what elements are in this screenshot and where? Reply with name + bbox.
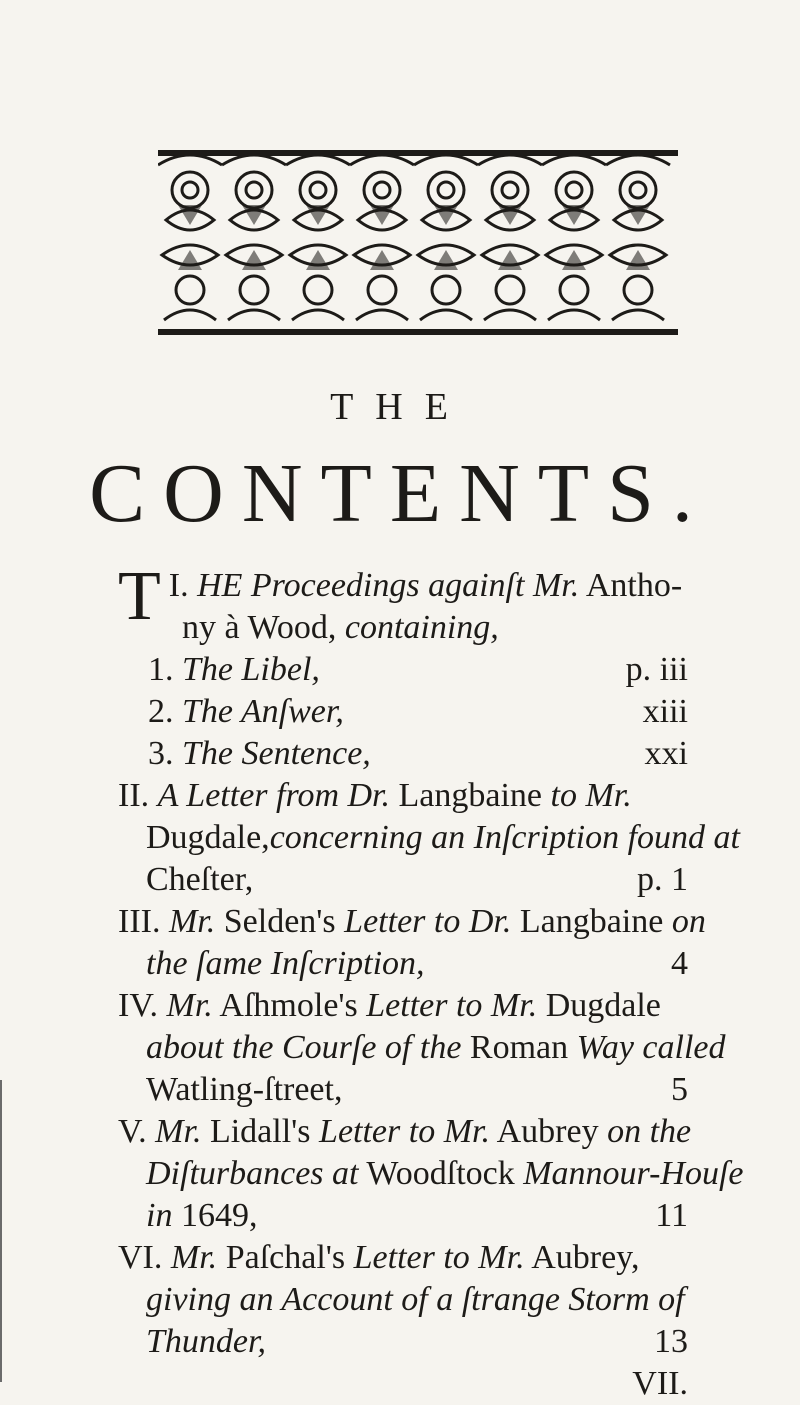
- entry-title-italic: HE Proceedings againſt Mr.: [197, 567, 580, 604]
- entry-name: Cheſter,: [146, 861, 254, 898]
- entry-name: Langbaine: [519, 903, 664, 940]
- entry-title-italic: Letter to Mr.: [353, 1239, 525, 1276]
- entry-title-italic: Thunder,: [146, 1323, 266, 1360]
- entry-number: I.: [168, 567, 189, 604]
- entry-V-continued-2: [118, 1195, 688, 1237]
- entry-IV-continued: [118, 1027, 726, 1069]
- entry-name: Antho-: [585, 567, 683, 604]
- entry-IV-continued-2: [118, 1069, 688, 1111]
- heading-contents: CONTENTS.: [89, 447, 711, 540]
- entry-title-italic: concerning an Inſcription found at: [269, 819, 740, 856]
- entry-number: 1.: [148, 651, 174, 688]
- ornamental-headpiece: [158, 150, 678, 335]
- entry-VI-continued: [118, 1279, 688, 1321]
- entry-VI-continued-2: [118, 1321, 688, 1363]
- page-number: 5: [671, 1071, 688, 1108]
- entry-title-italic: Mr.: [155, 1113, 202, 1150]
- entry-number: 2.: [148, 693, 174, 730]
- entry-I-3: [118, 733, 688, 775]
- entry-title-italic: about the Courſe of the: [146, 1029, 462, 1066]
- entry-name: Dugdale: [545, 987, 661, 1024]
- entry-V-continued: [118, 1153, 744, 1195]
- page-number: xiii: [642, 693, 688, 730]
- entry-I-2: [118, 691, 688, 733]
- entry-title-italic: containing,: [344, 609, 499, 646]
- entry-title-italic: on the: [607, 1113, 692, 1150]
- entry-title-italic: the ſame Inſcription,: [146, 945, 425, 982]
- entry-title-italic: Mr.: [166, 987, 213, 1024]
- entry-name: Langbaine: [398, 777, 543, 814]
- contents-list: [118, 558, 744, 1405]
- entry-title-italic: Letter to Mr.: [366, 987, 538, 1024]
- entry-title-italic: Way called: [576, 1029, 726, 1066]
- page-edge-divider: [0, 1080, 2, 1382]
- entry-title-italic: Diſturbances at: [146, 1155, 359, 1192]
- entry-title-italic: on: [671, 903, 706, 940]
- page-number: p. iii: [625, 651, 688, 688]
- catchword-line: [118, 1363, 688, 1405]
- entry-title-italic: The Libel,: [182, 651, 320, 688]
- entry-number: III.: [118, 903, 161, 940]
- page-number: 13: [654, 1323, 688, 1360]
- entry-I-1: [118, 649, 688, 691]
- entry-III: [118, 901, 706, 943]
- entry-IV: [118, 985, 688, 1027]
- entry-number: VI.: [118, 1239, 163, 1276]
- entry-title-italic: Mr.: [168, 903, 216, 940]
- entry-title-italic: in: [146, 1197, 173, 1234]
- entry-II: [118, 775, 688, 817]
- entry-title-italic: to Mr.: [550, 777, 632, 814]
- entry-title-italic: The Sentence,: [182, 735, 371, 772]
- entry-number: II.: [118, 777, 150, 814]
- entry-name: Aſhmole's: [219, 987, 358, 1024]
- entry-III-continued: [118, 943, 688, 985]
- entry-II-continued-2: [118, 859, 688, 901]
- entry-name: Roman: [469, 1029, 569, 1066]
- entry-title-italic: giving an Account of a ſtrange Storm of: [146, 1281, 685, 1318]
- entry-title-italic: The Anſwer,: [182, 693, 344, 730]
- catchword: VII.: [632, 1365, 688, 1402]
- entry-name: Paſchal's: [225, 1239, 346, 1276]
- entry-name: Woodſtock: [366, 1155, 515, 1192]
- entry-number: IV.: [118, 987, 158, 1024]
- entry-VI: [118, 1237, 688, 1279]
- entry-title-italic: Letter to Dr.: [344, 903, 512, 940]
- entry-name: Aubrey,: [531, 1239, 640, 1276]
- entry-title-italic: Mr.: [170, 1239, 218, 1276]
- entry-number: V.: [118, 1113, 147, 1150]
- entry-I-continued: [118, 607, 688, 649]
- entry-name: ny à Wood,: [182, 609, 337, 646]
- entry-name: Watling-ſtreet,: [146, 1071, 343, 1108]
- entry-V: [118, 1111, 692, 1153]
- entry-title-italic: A Letter from Dr.: [157, 777, 391, 814]
- entry-name: Lidall's: [209, 1113, 311, 1150]
- entry-II-continued: [118, 817, 740, 859]
- page-number: 11: [655, 1197, 688, 1234]
- page-number: 4: [671, 945, 688, 982]
- entry-name: 1649,: [180, 1197, 258, 1234]
- entry-name: Selden's: [223, 903, 336, 940]
- heading-the: THE: [330, 386, 470, 428]
- drop-cap: T: [118, 558, 161, 635]
- entry-name: Aubrey: [496, 1113, 599, 1150]
- page-number: p. 1: [637, 861, 688, 898]
- entry-name: Dugdale,: [146, 819, 270, 856]
- page-number: xxi: [644, 735, 688, 772]
- entry-number: 3.: [148, 735, 174, 772]
- entry-title-italic: Mannour-Houſe: [523, 1155, 744, 1192]
- entry-title-italic: Letter to Mr.: [319, 1113, 490, 1150]
